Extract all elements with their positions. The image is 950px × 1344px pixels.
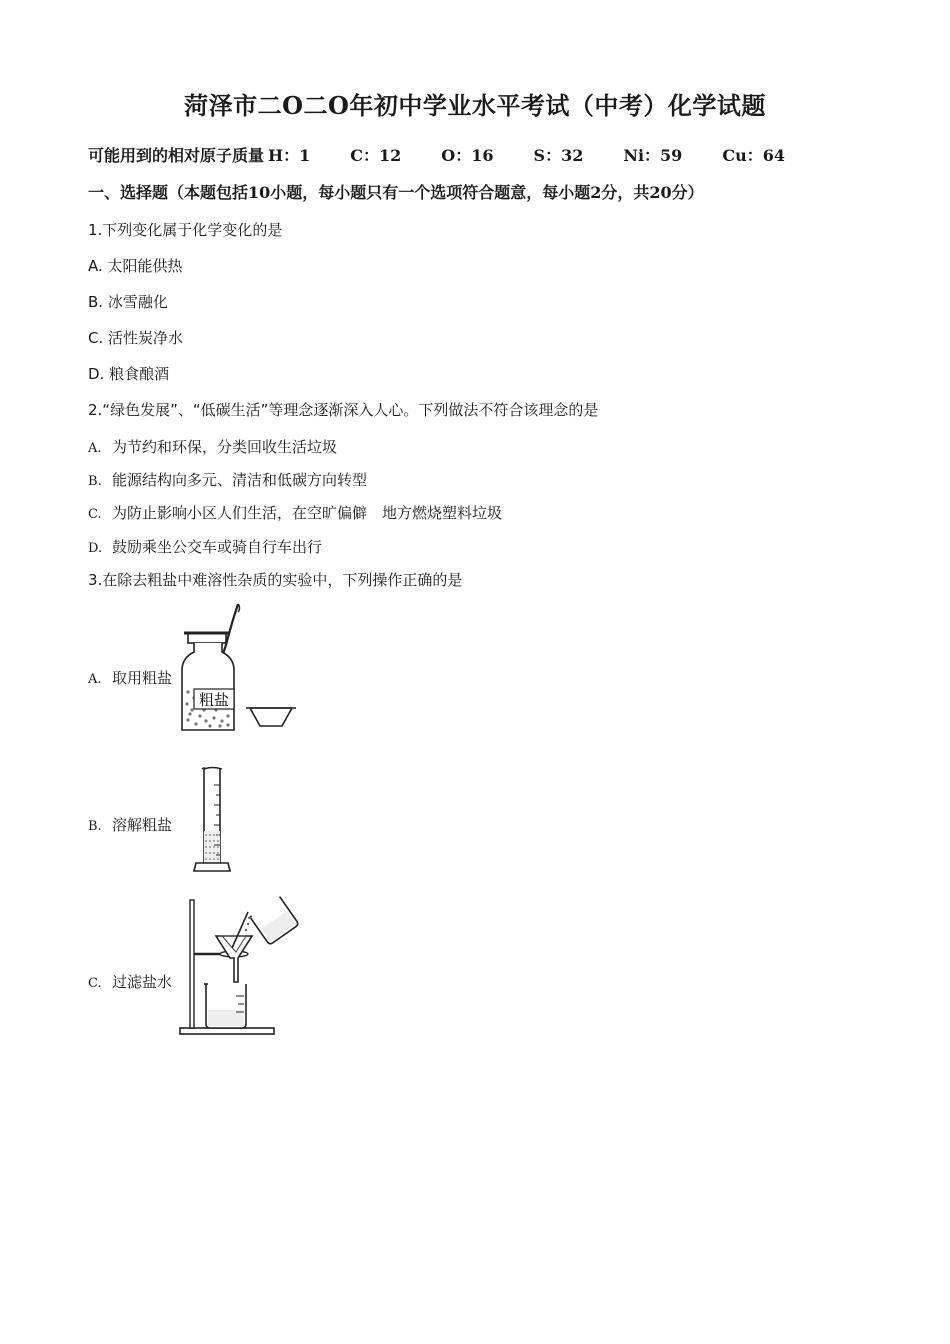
q2-option-b [88, 469, 367, 490]
q2-option-b-text: 能源结构向多元、清洁和低碳方向转型 [112, 471, 368, 489]
q3-option-c [88, 971, 172, 992]
q2-stem: 2.“绿色发展”、“低碳生活”等理念逐渐深入人心。下列做法不符合该理念的是 [88, 401, 599, 419]
q1-stem: 1.下列变化属于化学变化的是 [88, 221, 283, 239]
q2-option-d [88, 536, 322, 557]
q1-option-a: A. 太阳能供热 [88, 257, 183, 275]
mass-o: O：16 [441, 146, 494, 165]
q3-option-a-text: 取用粗盐 [112, 669, 173, 687]
q2-option-b-letter: B. [88, 474, 102, 489]
mass-cu: Cu：64 [722, 146, 785, 165]
graduated-cylinder-figure [190, 765, 240, 875]
mass-c: C：12 [350, 146, 402, 165]
q3-option-a [88, 667, 172, 688]
q2-option-d-letter: D. [88, 541, 103, 556]
q1-option-b: B. 冰雪融化 [88, 293, 168, 311]
q3-option-a-letter: A. [88, 672, 102, 687]
q2-option-a [88, 436, 337, 457]
q2-option-c [88, 502, 502, 523]
section-header: 一、选择题（本题包括10小题，每小题只有一个选项符合题意，每小题2分，共20分） [88, 183, 704, 202]
mass-h: H：1 [268, 146, 311, 165]
q3-option-b-text: 溶解粗盐 [112, 816, 173, 834]
q3-option-b [88, 814, 172, 835]
mass-ni: Ni：59 [623, 146, 683, 165]
q3-stem: 3.在除去粗盐中难溶性杂质的实验中，下列操作正确的是 [88, 571, 463, 589]
mass-s: S：32 [533, 146, 584, 165]
atomic-masses-label: 可能用到的相对原子质量 [88, 146, 265, 165]
atomic-masses [88, 143, 785, 166]
jar-label-text: 粗盐 [198, 691, 230, 709]
q3-option-c-letter: C. [88, 976, 102, 991]
q2-option-a-text: 为节约和环保，分类回收生活垃圾 [112, 438, 338, 456]
q2-option-a-letter: A. [88, 441, 102, 456]
q2-option-c-letter: C. [88, 507, 102, 522]
q3-option-c-text: 过滤盐水 [112, 973, 173, 991]
q2-option-d-text: 鼓励乘坐公交车或骑自行车出行 [112, 538, 323, 556]
salt-jar-spoon-figure [176, 600, 296, 736]
q1-option-d: D. 粮食酿酒 [88, 365, 170, 383]
filtration-apparatus-figure [176, 892, 300, 1040]
q2-option-c-text: 为防止影响小区人们生活，在空旷偏僻 地方燃烧塑料垃圾 [112, 504, 503, 522]
q1-option-c: C. 活性炭净水 [88, 329, 184, 347]
page-title: 菏泽市二O二O年初中学业水平考试（中考）化学试题 [184, 91, 766, 120]
q3-option-b-letter: B. [88, 819, 102, 834]
